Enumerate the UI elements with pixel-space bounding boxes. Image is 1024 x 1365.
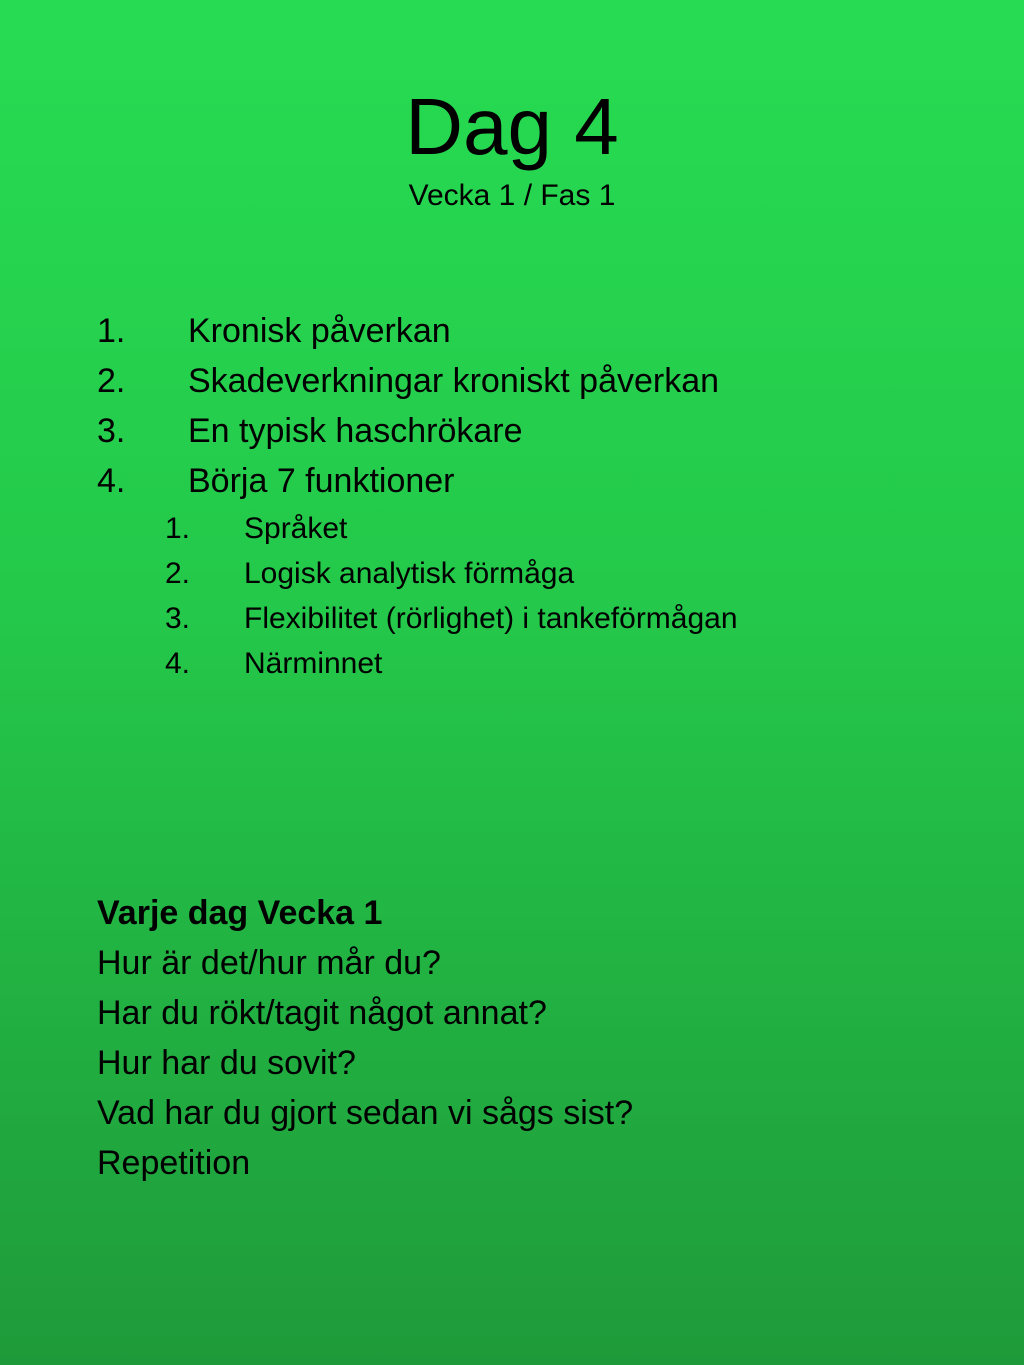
sublist-item-label: Språket <box>244 512 348 545</box>
list-item-label: Börja 7 funktioner <box>188 462 455 500</box>
sublist-item-number: 2. <box>165 557 191 590</box>
sublist-item-number: 1. <box>165 512 191 545</box>
list-item-number: 1. <box>97 312 126 350</box>
list-item-number: 3. <box>97 412 126 450</box>
list-item-label: Kronisk påverkan <box>188 312 451 350</box>
daily-heading: Varje dag Vecka 1 <box>97 894 383 932</box>
list-item-label: Skadeverkningar kroniskt påverkan <box>188 362 720 400</box>
slide-subtitle: Vecka 1 / Fas 1 <box>408 179 616 212</box>
daily-question: Hur har du sovit? <box>97 1044 356 1082</box>
sublist-item-label: Närminnet <box>244 647 383 680</box>
list-item-number: 2. <box>97 362 126 400</box>
daily-question: Har du rökt/tagit något annat? <box>97 994 547 1032</box>
daily-question: Vad har du gjort sedan vi sågs sist? <box>97 1094 634 1132</box>
daily-question: Hur är det/hur mår du? <box>97 944 441 982</box>
list-item-label: En typisk haschrökare <box>188 412 523 450</box>
sublist-item-label: Logisk analytisk förmåga <box>244 557 575 590</box>
daily-question: Repetition <box>97 1144 251 1182</box>
list-item-number: 4. <box>97 462 126 500</box>
sublist-item-number: 4. <box>165 647 191 680</box>
sublist-item-label: Flexibilitet (rörlighet) i tankeförmågan <box>244 602 738 635</box>
slide-title: Dag 4 <box>405 82 619 171</box>
daily-questions <box>97 888 633 1188</box>
sublist-item-number: 3. <box>165 602 191 635</box>
